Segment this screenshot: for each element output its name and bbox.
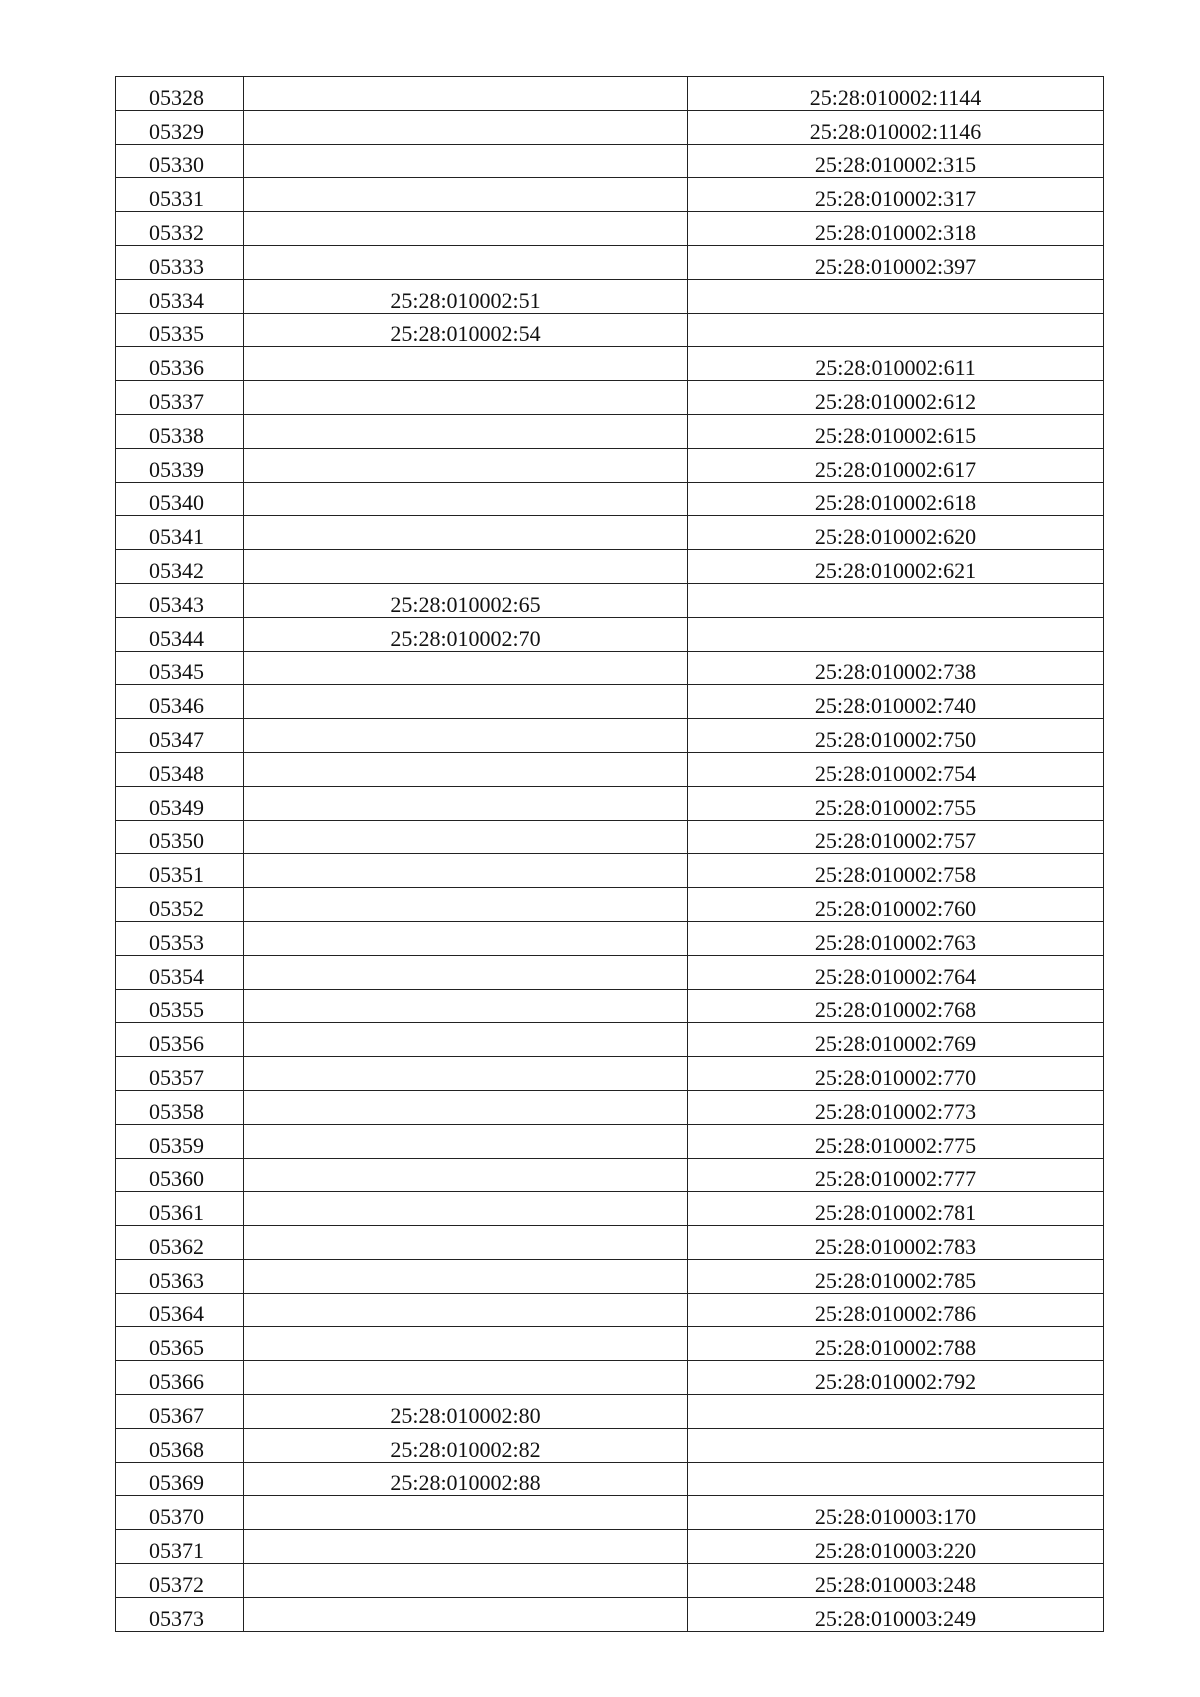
cadastral-number-cell-col3 <box>688 1090 1104 1124</box>
cadastral-number-cell-col3 <box>688 1530 1104 1564</box>
cadastral-number-cell-col3 <box>688 482 1104 516</box>
row-number-cell <box>116 212 244 246</box>
table-row <box>116 347 1104 381</box>
cadastral-number-cell-col2 <box>244 1462 688 1496</box>
table-row <box>116 1462 1104 1496</box>
row-number-cell <box>116 1496 244 1530</box>
cadastral-number-cell-col2 <box>244 1395 688 1429</box>
row-number-cell-text: 05368 <box>149 1436 204 1462</box>
cadastral-number-cell-col3 <box>688 583 1104 617</box>
row-number-cell <box>116 786 244 820</box>
table-row <box>116 1023 1104 1057</box>
table-row <box>116 212 1104 246</box>
table-row <box>116 77 1104 111</box>
row-number-cell <box>116 1023 244 1057</box>
cadastral-number-cell-col2 <box>244 752 688 786</box>
cadastral-number-cell-col3-text: 25:28:010002:763 <box>814 929 977 955</box>
row-number-cell-text: 05346 <box>149 693 204 719</box>
cadastral-number-cell-col2 <box>244 381 688 415</box>
cadastral-number-cell-col3-text: 25:28:010003:248 <box>814 1571 977 1597</box>
cadastral-number-cell-col3 <box>688 1023 1104 1057</box>
cadastral-number-table <box>115 76 1104 1632</box>
table-row <box>116 448 1104 482</box>
cadastral-number-cell-col3 <box>688 550 1104 584</box>
row-number-cell <box>116 651 244 685</box>
row-number-cell-text: 05333 <box>149 253 204 279</box>
cadastral-number-cell-col2-text: 25:28:010002:54 <box>390 321 541 347</box>
cadastral-number-cell-col3-text: 25:28:010002:757 <box>814 828 977 854</box>
row-number-cell-text: 05354 <box>149 963 204 989</box>
row-number-cell-text: 05351 <box>149 862 204 888</box>
cadastral-number-cell-col3-text: 25:28:010002:770 <box>814 1064 977 1090</box>
row-number-cell <box>116 77 244 111</box>
cadastral-number-cell-col2 <box>244 279 688 313</box>
cadastral-number-cell-col3 <box>688 989 1104 1023</box>
table-row <box>116 921 1104 955</box>
cadastral-number-cell-col3 <box>688 921 1104 955</box>
table-row <box>116 786 1104 820</box>
cadastral-number-cell-col3 <box>688 719 1104 753</box>
row-number-cell-text: 05345 <box>149 659 204 685</box>
cadastral-number-cell-col3-text: 25:28:010002:740 <box>814 693 977 719</box>
row-number-cell-text: 05364 <box>149 1301 204 1327</box>
cadastral-number-cell-col2 <box>244 1597 688 1631</box>
cadastral-number-cell-col3-text: 25:28:010003:170 <box>814 1504 977 1530</box>
row-number-cell-text: 05361 <box>149 1200 204 1226</box>
cadastral-number-cell-col2 <box>244 651 688 685</box>
row-number-cell-text: 05332 <box>149 219 204 245</box>
cadastral-number-cell-col3 <box>688 178 1104 212</box>
cadastral-number-cell-col3-text: 25:28:010002:768 <box>814 997 977 1023</box>
row-number-cell <box>116 1395 244 1429</box>
table-row <box>116 719 1104 753</box>
cadastral-number-cell-col3-text: 25:28:010002:612 <box>814 388 977 414</box>
cadastral-number-cell-col3 <box>688 313 1104 347</box>
row-number-cell <box>116 381 244 415</box>
row-number-cell <box>116 245 244 279</box>
cadastral-number-cell-col2 <box>244 854 688 888</box>
table-row <box>116 1226 1104 1260</box>
table-row <box>116 1361 1104 1395</box>
row-number-cell <box>116 144 244 178</box>
cadastral-number-cell-col3 <box>688 1327 1104 1361</box>
table-row <box>116 1496 1104 1530</box>
cadastral-number-cell-col3 <box>688 414 1104 448</box>
cadastral-number-cell-col2 <box>244 1259 688 1293</box>
table-row <box>116 685 1104 719</box>
cadastral-number-cell-col3 <box>688 955 1104 989</box>
cadastral-number-cell-col3-text: 25:28:010002:788 <box>814 1335 977 1361</box>
cadastral-number-cell-col2 <box>244 178 688 212</box>
cadastral-number-cell-col3 <box>688 110 1104 144</box>
row-number-cell <box>116 685 244 719</box>
row-number-cell <box>116 820 244 854</box>
cadastral-number-cell-col3 <box>688 786 1104 820</box>
row-number-cell <box>116 178 244 212</box>
cadastral-number-cell-col2 <box>244 482 688 516</box>
row-number-cell-text: 05329 <box>149 118 204 144</box>
row-number-cell <box>116 414 244 448</box>
row-number-cell <box>116 448 244 482</box>
row-number-cell <box>116 1226 244 1260</box>
cadastral-number-cell-col2 <box>244 347 688 381</box>
row-number-cell <box>116 347 244 381</box>
row-number-cell-text: 05362 <box>149 1233 204 1259</box>
cadastral-number-cell-col3-text: 25:28:010002:773 <box>814 1098 977 1124</box>
cadastral-number-cell-col3 <box>688 617 1104 651</box>
cadastral-number-cell-col2-text: 25:28:010002:65 <box>390 591 541 617</box>
cadastral-number-cell-col3-text: 25:28:010002:786 <box>814 1301 977 1327</box>
table-row <box>116 1057 1104 1091</box>
cadastral-number-cell-col3-text: 25:28:010002:760 <box>814 895 977 921</box>
table-row <box>116 955 1104 989</box>
cadastral-number-cell-col2-text: 25:28:010002:70 <box>390 625 541 651</box>
cadastral-number-cell-col2 <box>244 888 688 922</box>
row-number-cell-text: 05369 <box>149 1470 204 1496</box>
table-row <box>116 1327 1104 1361</box>
cadastral-number-cell-col2 <box>244 550 688 584</box>
cadastral-number-cell-col2 <box>244 921 688 955</box>
table-row <box>116 1259 1104 1293</box>
cadastral-number-cell-col2 <box>244 414 688 448</box>
cadastral-number-cell-col2 <box>244 685 688 719</box>
cadastral-number-cell-col3-text: 25:28:010002:738 <box>814 659 977 685</box>
cadastral-number-cell-col2-text: 25:28:010002:51 <box>390 287 541 313</box>
cadastral-number-cell-col2 <box>244 448 688 482</box>
cadastral-number-cell-col2 <box>244 144 688 178</box>
row-number-cell-text: 05349 <box>149 794 204 820</box>
row-number-cell-text: 05334 <box>149 287 204 313</box>
cadastral-number-cell-col3 <box>688 1158 1104 1192</box>
row-number-cell <box>116 1564 244 1598</box>
row-number-cell-text: 05353 <box>149 929 204 955</box>
table-row <box>116 1124 1104 1158</box>
row-number-cell-text: 05355 <box>149 997 204 1023</box>
row-number-cell <box>116 1597 244 1631</box>
cadastral-number-cell-col3 <box>688 448 1104 482</box>
row-number-cell-text: 05350 <box>149 828 204 854</box>
cadastral-number-cell-col2 <box>244 516 688 550</box>
cadastral-number-cell-col2 <box>244 110 688 144</box>
row-number-cell-text: 05330 <box>149 152 204 178</box>
row-number-cell-text: 05341 <box>149 524 204 550</box>
row-number-cell-text: 05371 <box>149 1538 204 1564</box>
cadastral-number-cell-col3-text: 25:28:010003:249 <box>814 1605 977 1631</box>
cadastral-number-cell-col2-text: 25:28:010002:82 <box>390 1436 541 1462</box>
cadastral-number-cell-col3 <box>688 685 1104 719</box>
cadastral-number-cell-col3-text: 25:28:010002:618 <box>814 490 977 516</box>
table-row <box>116 178 1104 212</box>
table-row <box>116 482 1104 516</box>
row-number-cell-text: 05356 <box>149 1031 204 1057</box>
table-row <box>116 313 1104 347</box>
cadastral-number-cell-col3-text: 25:28:010002:620 <box>814 524 977 550</box>
cadastral-number-cell-col3 <box>688 1361 1104 1395</box>
cadastral-number-cell-col2 <box>244 820 688 854</box>
table-row <box>116 1158 1104 1192</box>
row-number-cell-text: 05344 <box>149 625 204 651</box>
cadastral-number-cell-col3-text: 25:28:010002:615 <box>814 422 977 448</box>
table-row <box>116 1530 1104 1564</box>
table-row <box>116 550 1104 584</box>
row-number-cell-text: 05342 <box>149 557 204 583</box>
row-number-cell <box>116 955 244 989</box>
cadastral-number-cell-col2 <box>244 786 688 820</box>
row-number-cell-text: 05372 <box>149 1571 204 1597</box>
cadastral-number-cell-col3 <box>688 1057 1104 1091</box>
cadastral-number-cell-col3-text: 25:28:010002:781 <box>814 1200 977 1226</box>
cadastral-number-cell-col2 <box>244 1496 688 1530</box>
row-number-cell <box>116 854 244 888</box>
cadastral-number-cell-col2 <box>244 1293 688 1327</box>
cadastral-number-cell-col3 <box>688 1462 1104 1496</box>
table-row <box>116 1192 1104 1226</box>
cadastral-number-cell-col3 <box>688 1124 1104 1158</box>
row-number-cell-text: 05352 <box>149 895 204 921</box>
cadastral-number-cell-col3 <box>688 1496 1104 1530</box>
row-number-cell-text: 05339 <box>149 456 204 482</box>
cadastral-number-cell-col3-text: 25:28:010002:315 <box>814 152 977 178</box>
row-number-cell-text: 05348 <box>149 760 204 786</box>
cadastral-number-cell-col3-text: 25:28:010002:754 <box>814 760 977 786</box>
row-number-cell <box>116 989 244 1023</box>
cadastral-number-cell-col3-text: 25:28:010002:764 <box>814 963 977 989</box>
cadastral-number-cell-col2 <box>244 77 688 111</box>
cadastral-number-cell-col2-text: 25:28:010002:80 <box>390 1402 541 1428</box>
row-number-cell <box>116 1124 244 1158</box>
cadastral-number-cell-col2 <box>244 1226 688 1260</box>
row-number-cell <box>116 482 244 516</box>
cadastral-number-cell-col3-text: 25:28:010002:617 <box>814 456 977 482</box>
table-row <box>116 279 1104 313</box>
cadastral-number-cell-col3-text: 25:28:010002:611 <box>815 355 976 381</box>
cadastral-number-cell-col3-text: 25:28:010002:317 <box>814 186 977 212</box>
row-number-cell-text: 05336 <box>149 355 204 381</box>
row-number-cell-text: 05337 <box>149 388 204 414</box>
row-number-cell-text: 05366 <box>149 1369 204 1395</box>
cadastral-number-cell-col3 <box>688 347 1104 381</box>
cadastral-number-cell-col3 <box>688 854 1104 888</box>
row-number-cell <box>116 1530 244 1564</box>
row-number-cell <box>116 550 244 584</box>
row-number-cell-text: 05360 <box>149 1166 204 1192</box>
table-body <box>116 77 1104 1632</box>
row-number-cell <box>116 1090 244 1124</box>
table-row <box>116 1597 1104 1631</box>
row-number-cell <box>116 1327 244 1361</box>
row-number-cell <box>116 1361 244 1395</box>
cadastral-number-cell-col3 <box>688 245 1104 279</box>
table-row <box>116 989 1104 1023</box>
cadastral-number-cell-col3-text: 25:28:010002:783 <box>814 1233 977 1259</box>
cadastral-number-cell-col3-text: 25:28:010002:777 <box>814 1166 977 1192</box>
cadastral-number-cell-col3-text: 25:28:010002:792 <box>814 1369 977 1395</box>
cadastral-number-cell-col2 <box>244 989 688 1023</box>
cadastral-number-cell-col3 <box>688 1564 1104 1598</box>
cadastral-number-cell-col3-text: 25:28:010002:769 <box>814 1031 977 1057</box>
table-row <box>116 1293 1104 1327</box>
cadastral-number-cell-col3 <box>688 1226 1104 1260</box>
table-row <box>116 1395 1104 1429</box>
cadastral-number-cell-col3-text: 25:28:010002:775 <box>814 1132 977 1158</box>
row-number-cell-text: 05370 <box>149 1504 204 1530</box>
cadastral-number-cell-col2 <box>244 719 688 753</box>
cadastral-number-cell-col3 <box>688 381 1104 415</box>
cadastral-number-cell-col3 <box>688 516 1104 550</box>
row-number-cell-text: 05343 <box>149 591 204 617</box>
cadastral-number-cell-col3 <box>688 1192 1104 1226</box>
row-number-cell-text: 05331 <box>149 186 204 212</box>
cadastral-number-cell-col2 <box>244 1124 688 1158</box>
cadastral-number-cell-col2 <box>244 1327 688 1361</box>
cadastral-number-cell-col3 <box>688 752 1104 786</box>
table-row <box>116 583 1104 617</box>
row-number-cell <box>116 1057 244 1091</box>
cadastral-number-cell-col2 <box>244 1530 688 1564</box>
cadastral-number-cell-col3-text: 25:28:010002:397 <box>814 253 977 279</box>
cadastral-number-cell-col2 <box>244 1057 688 1091</box>
cadastral-number-cell-col2 <box>244 313 688 347</box>
cadastral-number-cell-col3 <box>688 77 1104 111</box>
row-number-cell-text: 05358 <box>149 1098 204 1124</box>
cadastral-number-cell-col3 <box>688 1293 1104 1327</box>
cadastral-number-cell-col3 <box>688 651 1104 685</box>
cadastral-number-cell-col2-text: 25:28:010002:88 <box>390 1470 541 1496</box>
cadastral-number-cell-col2 <box>244 1090 688 1124</box>
cadastral-number-cell-col2 <box>244 1023 688 1057</box>
table-row <box>116 617 1104 651</box>
cadastral-number-cell-col3 <box>688 212 1104 246</box>
cadastral-number-cell-col3 <box>688 1597 1104 1631</box>
cadastral-number-cell-col3-text: 25:28:010002:755 <box>814 794 977 820</box>
row-number-cell <box>116 1462 244 1496</box>
cadastral-number-cell-col3 <box>688 888 1104 922</box>
table-row <box>116 381 1104 415</box>
table-row <box>116 888 1104 922</box>
table-row <box>116 110 1104 144</box>
row-number-cell-text: 05335 <box>149 321 204 347</box>
row-number-cell <box>116 1158 244 1192</box>
row-number-cell <box>116 888 244 922</box>
row-number-cell-text: 05373 <box>149 1605 204 1631</box>
cadastral-number-cell-col2 <box>244 1361 688 1395</box>
row-number-cell <box>116 921 244 955</box>
row-number-cell <box>116 752 244 786</box>
table-row <box>116 854 1104 888</box>
row-number-cell-text: 05347 <box>149 726 204 752</box>
cadastral-number-cell-col3-text: 25:28:010002:750 <box>814 726 977 752</box>
row-number-cell-text: 05340 <box>149 490 204 516</box>
cadastral-number-cell-col3-text: 25:28:010002:1146 <box>809 118 982 144</box>
cadastral-number-cell-col3-text: 25:28:010003:220 <box>814 1538 977 1564</box>
cadastral-number-cell-col2 <box>244 1158 688 1192</box>
row-number-cell-text: 05359 <box>149 1132 204 1158</box>
table-row <box>116 245 1104 279</box>
cadastral-number-cell-col3-text: 25:28:010002:758 <box>814 862 977 888</box>
row-number-cell-text: 05363 <box>149 1267 204 1293</box>
row-number-cell-text: 05338 <box>149 422 204 448</box>
row-number-cell <box>116 1293 244 1327</box>
row-number-cell <box>116 719 244 753</box>
table-row <box>116 752 1104 786</box>
cadastral-number-cell-col2 <box>244 617 688 651</box>
table-row <box>116 144 1104 178</box>
cadastral-number-cell-col3-text: 25:28:010002:785 <box>814 1267 977 1293</box>
cadastral-number-cell-col3 <box>688 1428 1104 1462</box>
table-row <box>116 1090 1104 1124</box>
cadastral-number-cell-col3 <box>688 1259 1104 1293</box>
cadastral-number-cell-col3 <box>688 820 1104 854</box>
cadastral-number-cell-col3-text: 25:28:010002:318 <box>814 219 977 245</box>
cadastral-number-cell-col3 <box>688 279 1104 313</box>
cadastral-number-cell-col2 <box>244 212 688 246</box>
row-number-cell-text: 05357 <box>149 1064 204 1090</box>
row-number-cell-text: 05328 <box>149 84 204 110</box>
cadastral-number-cell-col2 <box>244 583 688 617</box>
row-number-cell <box>116 110 244 144</box>
cadastral-number-cell-col2 <box>244 955 688 989</box>
cadastral-number-cell-col2 <box>244 245 688 279</box>
cadastral-number-cell-col3 <box>688 144 1104 178</box>
row-number-cell <box>116 583 244 617</box>
row-number-cell <box>116 1428 244 1462</box>
cadastral-number-cell-col3-text: 25:28:010002:621 <box>814 557 977 583</box>
row-number-cell <box>116 1259 244 1293</box>
table-row <box>116 516 1104 550</box>
cadastral-number-cell-col2 <box>244 1192 688 1226</box>
table-row <box>116 1564 1104 1598</box>
row-number-cell <box>116 1192 244 1226</box>
row-number-cell-text: 05365 <box>149 1335 204 1361</box>
cadastral-number-cell-col2 <box>244 1428 688 1462</box>
table-row <box>116 414 1104 448</box>
table-row <box>116 1428 1104 1462</box>
table-row <box>116 820 1104 854</box>
row-number-cell-text: 05367 <box>149 1402 204 1428</box>
row-number-cell <box>116 516 244 550</box>
cadastral-number-cell-col3 <box>688 1395 1104 1429</box>
row-number-cell <box>116 279 244 313</box>
cadastral-number-cell-col3-text: 25:28:010002:1144 <box>809 84 982 110</box>
row-number-cell <box>116 617 244 651</box>
cadastral-number-cell-col2 <box>244 1564 688 1598</box>
row-number-cell <box>116 313 244 347</box>
table-row <box>116 651 1104 685</box>
